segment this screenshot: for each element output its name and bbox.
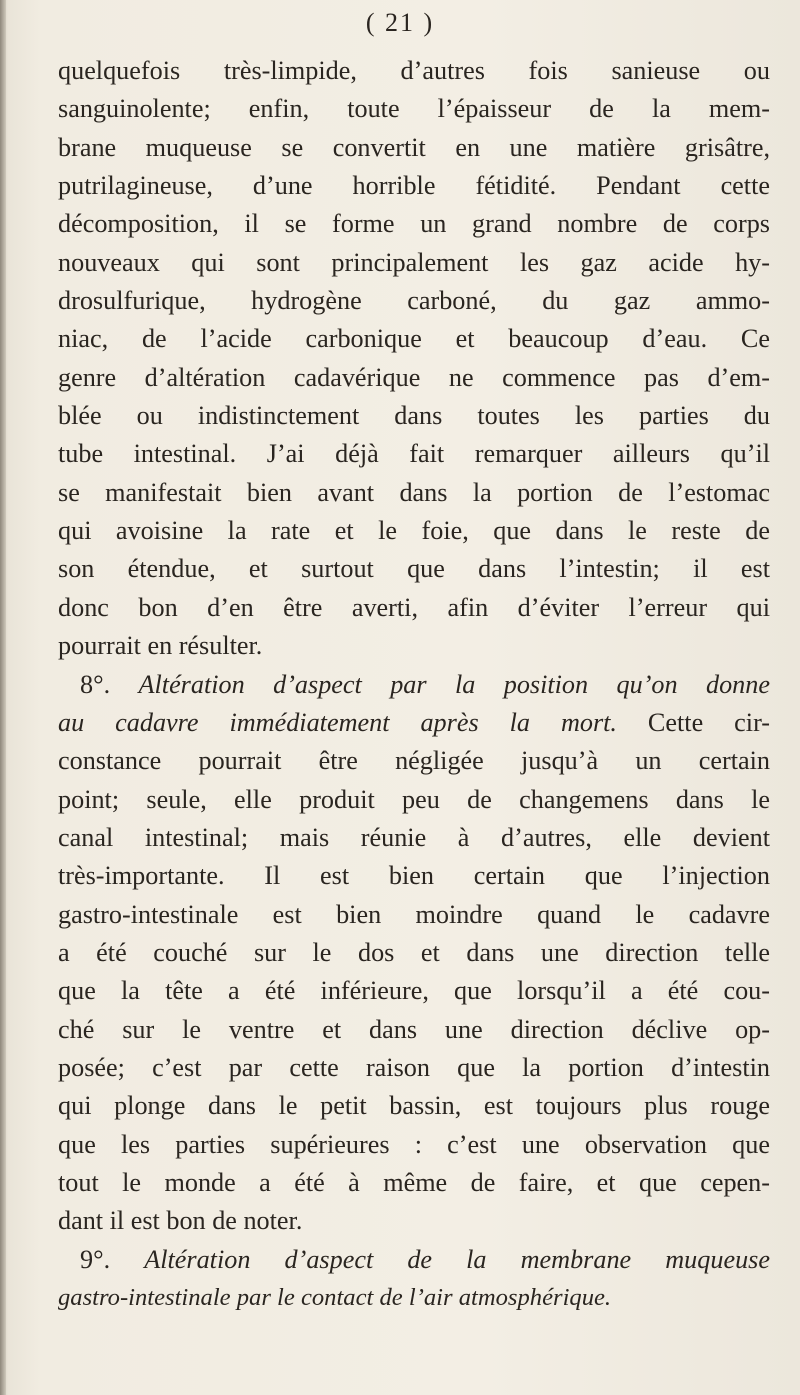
- text-line: genre d’altération cadavérique ne commence pas d’em-: [58, 362, 770, 392]
- text-line: [58, 704, 770, 742]
- italic-heading: Altération d’aspect de la membrane muqueuse: [144, 1244, 770, 1274]
- text-line: dant il est bon de noter.: [58, 1206, 303, 1236]
- text-line: niac, de l’acide carbonique et beaucoup d’eau. Ce: [58, 324, 770, 354]
- text-line: [58, 666, 770, 704]
- text-line: posée; c’est par cette raison que la portion d’intestin: [58, 1052, 770, 1082]
- text-line: point; seule, elle produit peu de changemens dans le: [58, 784, 770, 814]
- binding-shadow: [0, 0, 6, 1395]
- text-line: qui plonge dans le petit bassin, est toujours plus rouge: [58, 1091, 770, 1121]
- italic-heading: au cadavre immédiatement après la mort.: [58, 707, 617, 737]
- text-line: tout le monde a été à même de faire, et que cepen-: [58, 1167, 770, 1197]
- text-line: canal intestinal; mais réunie à d’autres, elle devient: [58, 822, 770, 852]
- text-line: ché sur le ventre et dans une direction déclive op-: [58, 1014, 770, 1044]
- text-continuation: Cette cir-: [616, 707, 770, 737]
- text-line: tube intestinal. J’ai déjà fait remarquer ailleurs qu’il: [58, 439, 770, 469]
- italic-heading: gastro-intestinale par le contact de l’air atmosphérique.: [58, 1284, 612, 1311]
- text-line: brane muqueuse se convertit en une matière grisâtre,: [58, 132, 770, 162]
- text-line: blée ou indistinctement dans toutes les parties du: [58, 401, 770, 431]
- text-line: a été couché sur le dos et dans une direction telle: [58, 937, 770, 967]
- text-line: qui avoisine la rate et le foie, que dans le reste de: [58, 516, 770, 546]
- text-line: constance pourrait être négligée jusqu’à un certain: [58, 746, 770, 776]
- text-line: que la tête a été inférieure, que lorsqu’il a été cou-: [58, 976, 770, 1006]
- text-line: [58, 1279, 770, 1317]
- section-number: 9°.: [80, 1244, 145, 1274]
- text-line: se manifestait bien avant dans la portion de l’estomac: [58, 477, 770, 507]
- text-line: son étendue, et surtout que dans l’intestin; il est: [58, 554, 770, 584]
- text-line: nouveaux qui sont principalement les gaz acide hy-: [58, 247, 770, 277]
- text-line: pourrait en résulter.: [58, 631, 263, 661]
- text-line: sanguinolente; enfin, toute l’épaisseur de la mem-: [58, 94, 770, 124]
- text-line: donc bon d’en être averti, afin d’éviter l’erreur qui: [58, 592, 770, 622]
- section-number: 8°.: [80, 669, 139, 699]
- text-line: très-importante. Il est bien certain que l’injection: [58, 861, 770, 891]
- text-line: [58, 1241, 770, 1279]
- text-line: quelquefois très-limpide, d’autres fois sanieuse ou: [58, 56, 770, 85]
- page-number-header: ( 21 ): [365, 8, 435, 37]
- text-line: drosulfurique, hydrogène carboné, du gaz ammo-: [58, 286, 770, 316]
- text-line: putrilagineuse, d’une horrible fétidité. Pendant cette: [58, 171, 770, 201]
- italic-heading: Altération d’aspect par la position qu’on donne: [138, 669, 770, 699]
- body-text: [58, 52, 770, 1317]
- text-line: décomposition, il se forme un grand nombre de corps: [58, 209, 770, 239]
- text-line: gastro-intestinale est bien moindre quand le cadavre: [58, 899, 770, 929]
- text-line: que les parties supérieures : c’est une observation que: [58, 1129, 770, 1159]
